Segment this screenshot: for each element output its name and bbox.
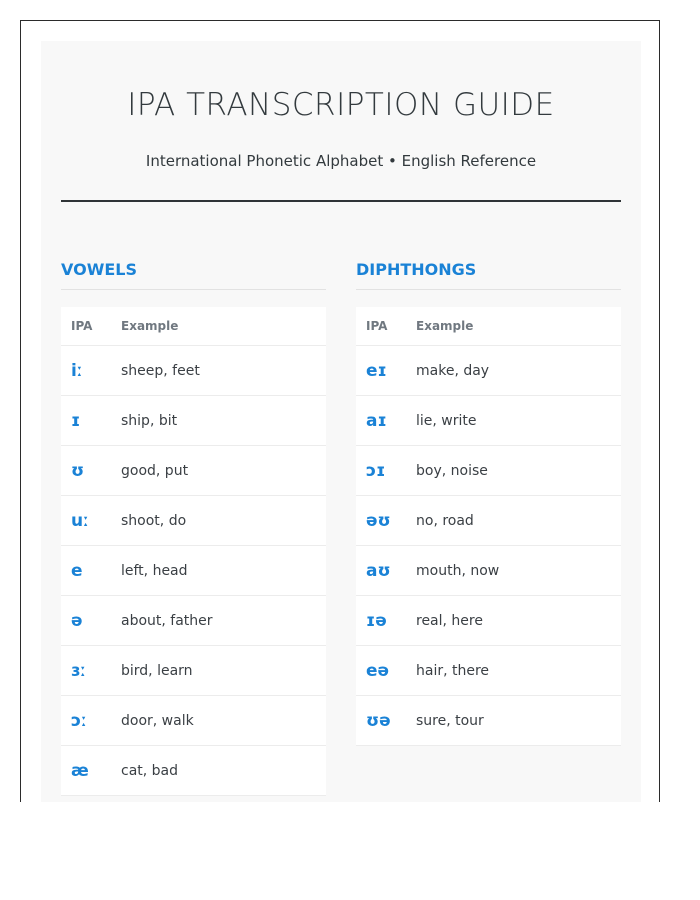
table-row bbox=[356, 546, 621, 596]
diphthongs-section bbox=[356, 259, 621, 746]
table-row bbox=[61, 346, 326, 396]
ipa-symbol: ʊ bbox=[71, 460, 85, 481]
diphthongs-table bbox=[356, 307, 621, 746]
table-row bbox=[61, 596, 326, 646]
ipa-symbol: əʊ bbox=[366, 510, 391, 531]
example-words: hair, there bbox=[416, 662, 490, 679]
table-row bbox=[61, 746, 326, 796]
ipa-symbol: ɔɪ bbox=[366, 460, 386, 481]
table-row bbox=[356, 346, 621, 396]
example-words: ship, bit bbox=[121, 412, 178, 429]
example-words: door, walk bbox=[121, 712, 194, 729]
ipa-symbol: ʊə bbox=[366, 710, 391, 731]
table-row bbox=[356, 596, 621, 646]
table-row bbox=[356, 446, 621, 496]
ipa-symbol: ɪə bbox=[366, 610, 387, 631]
example-words: real, here bbox=[416, 612, 483, 629]
vowels-table-header bbox=[61, 307, 326, 346]
example-words: sheep, feet bbox=[121, 362, 200, 379]
example-words: boy, noise bbox=[416, 462, 488, 479]
column-header-example: Example bbox=[416, 319, 474, 333]
ipa-symbol: ɜː bbox=[71, 660, 86, 681]
table-row bbox=[61, 696, 326, 746]
ipa-symbol: ɪ bbox=[71, 410, 81, 431]
ipa-symbol: e bbox=[71, 560, 83, 581]
example-words: bird, learn bbox=[121, 662, 193, 679]
guide-sheet bbox=[41, 41, 641, 802]
example-words: about, father bbox=[121, 612, 213, 629]
example-words: make, day bbox=[416, 362, 490, 379]
example-words: lie, write bbox=[416, 412, 477, 429]
diphthongs-heading: DIPHTHONGS bbox=[356, 259, 621, 290]
ipa-symbol: iː bbox=[71, 360, 83, 381]
vowels-table bbox=[61, 307, 326, 796]
table-row bbox=[61, 646, 326, 696]
page-title: IPA TRANSCRIPTION GUIDE bbox=[127, 87, 555, 123]
ipa-symbol: æ bbox=[71, 760, 89, 781]
table-row bbox=[356, 646, 621, 696]
example-words: sure, tour bbox=[416, 712, 484, 729]
page-subtitle: International Phonetic Alphabet • English Reference bbox=[145, 152, 537, 170]
diphthongs-table-header bbox=[356, 307, 621, 346]
table-row bbox=[356, 496, 621, 546]
page-frame bbox=[20, 20, 660, 802]
ipa-symbol: uː bbox=[71, 510, 89, 531]
column-header-example: Example bbox=[121, 319, 179, 333]
example-words: no, road bbox=[416, 512, 474, 529]
vowels-heading: VOWELS bbox=[61, 259, 326, 290]
table-row bbox=[61, 446, 326, 496]
example-words: mouth, now bbox=[416, 562, 500, 579]
header-divider bbox=[61, 200, 621, 202]
ipa-symbol: eɪ bbox=[366, 360, 387, 381]
column-header-ipa: IPA bbox=[366, 319, 388, 333]
example-words: cat, bad bbox=[121, 762, 179, 779]
example-words: shoot, do bbox=[121, 512, 187, 529]
column-header-ipa: IPA bbox=[71, 319, 93, 333]
ipa-symbol: aʊ bbox=[366, 560, 391, 581]
ipa-symbol: aɪ bbox=[366, 410, 387, 431]
table-row bbox=[61, 546, 326, 596]
ipa-symbol: ə bbox=[71, 610, 83, 631]
table-row bbox=[356, 696, 621, 746]
example-words: left, head bbox=[121, 562, 188, 579]
ipa-symbol: ɔː bbox=[71, 710, 87, 731]
ipa-symbol: eə bbox=[366, 660, 390, 681]
example-words: good, put bbox=[121, 462, 189, 479]
table-row bbox=[61, 396, 326, 446]
table-row bbox=[356, 396, 621, 446]
vowels-section bbox=[61, 259, 326, 796]
table-row bbox=[61, 496, 326, 546]
